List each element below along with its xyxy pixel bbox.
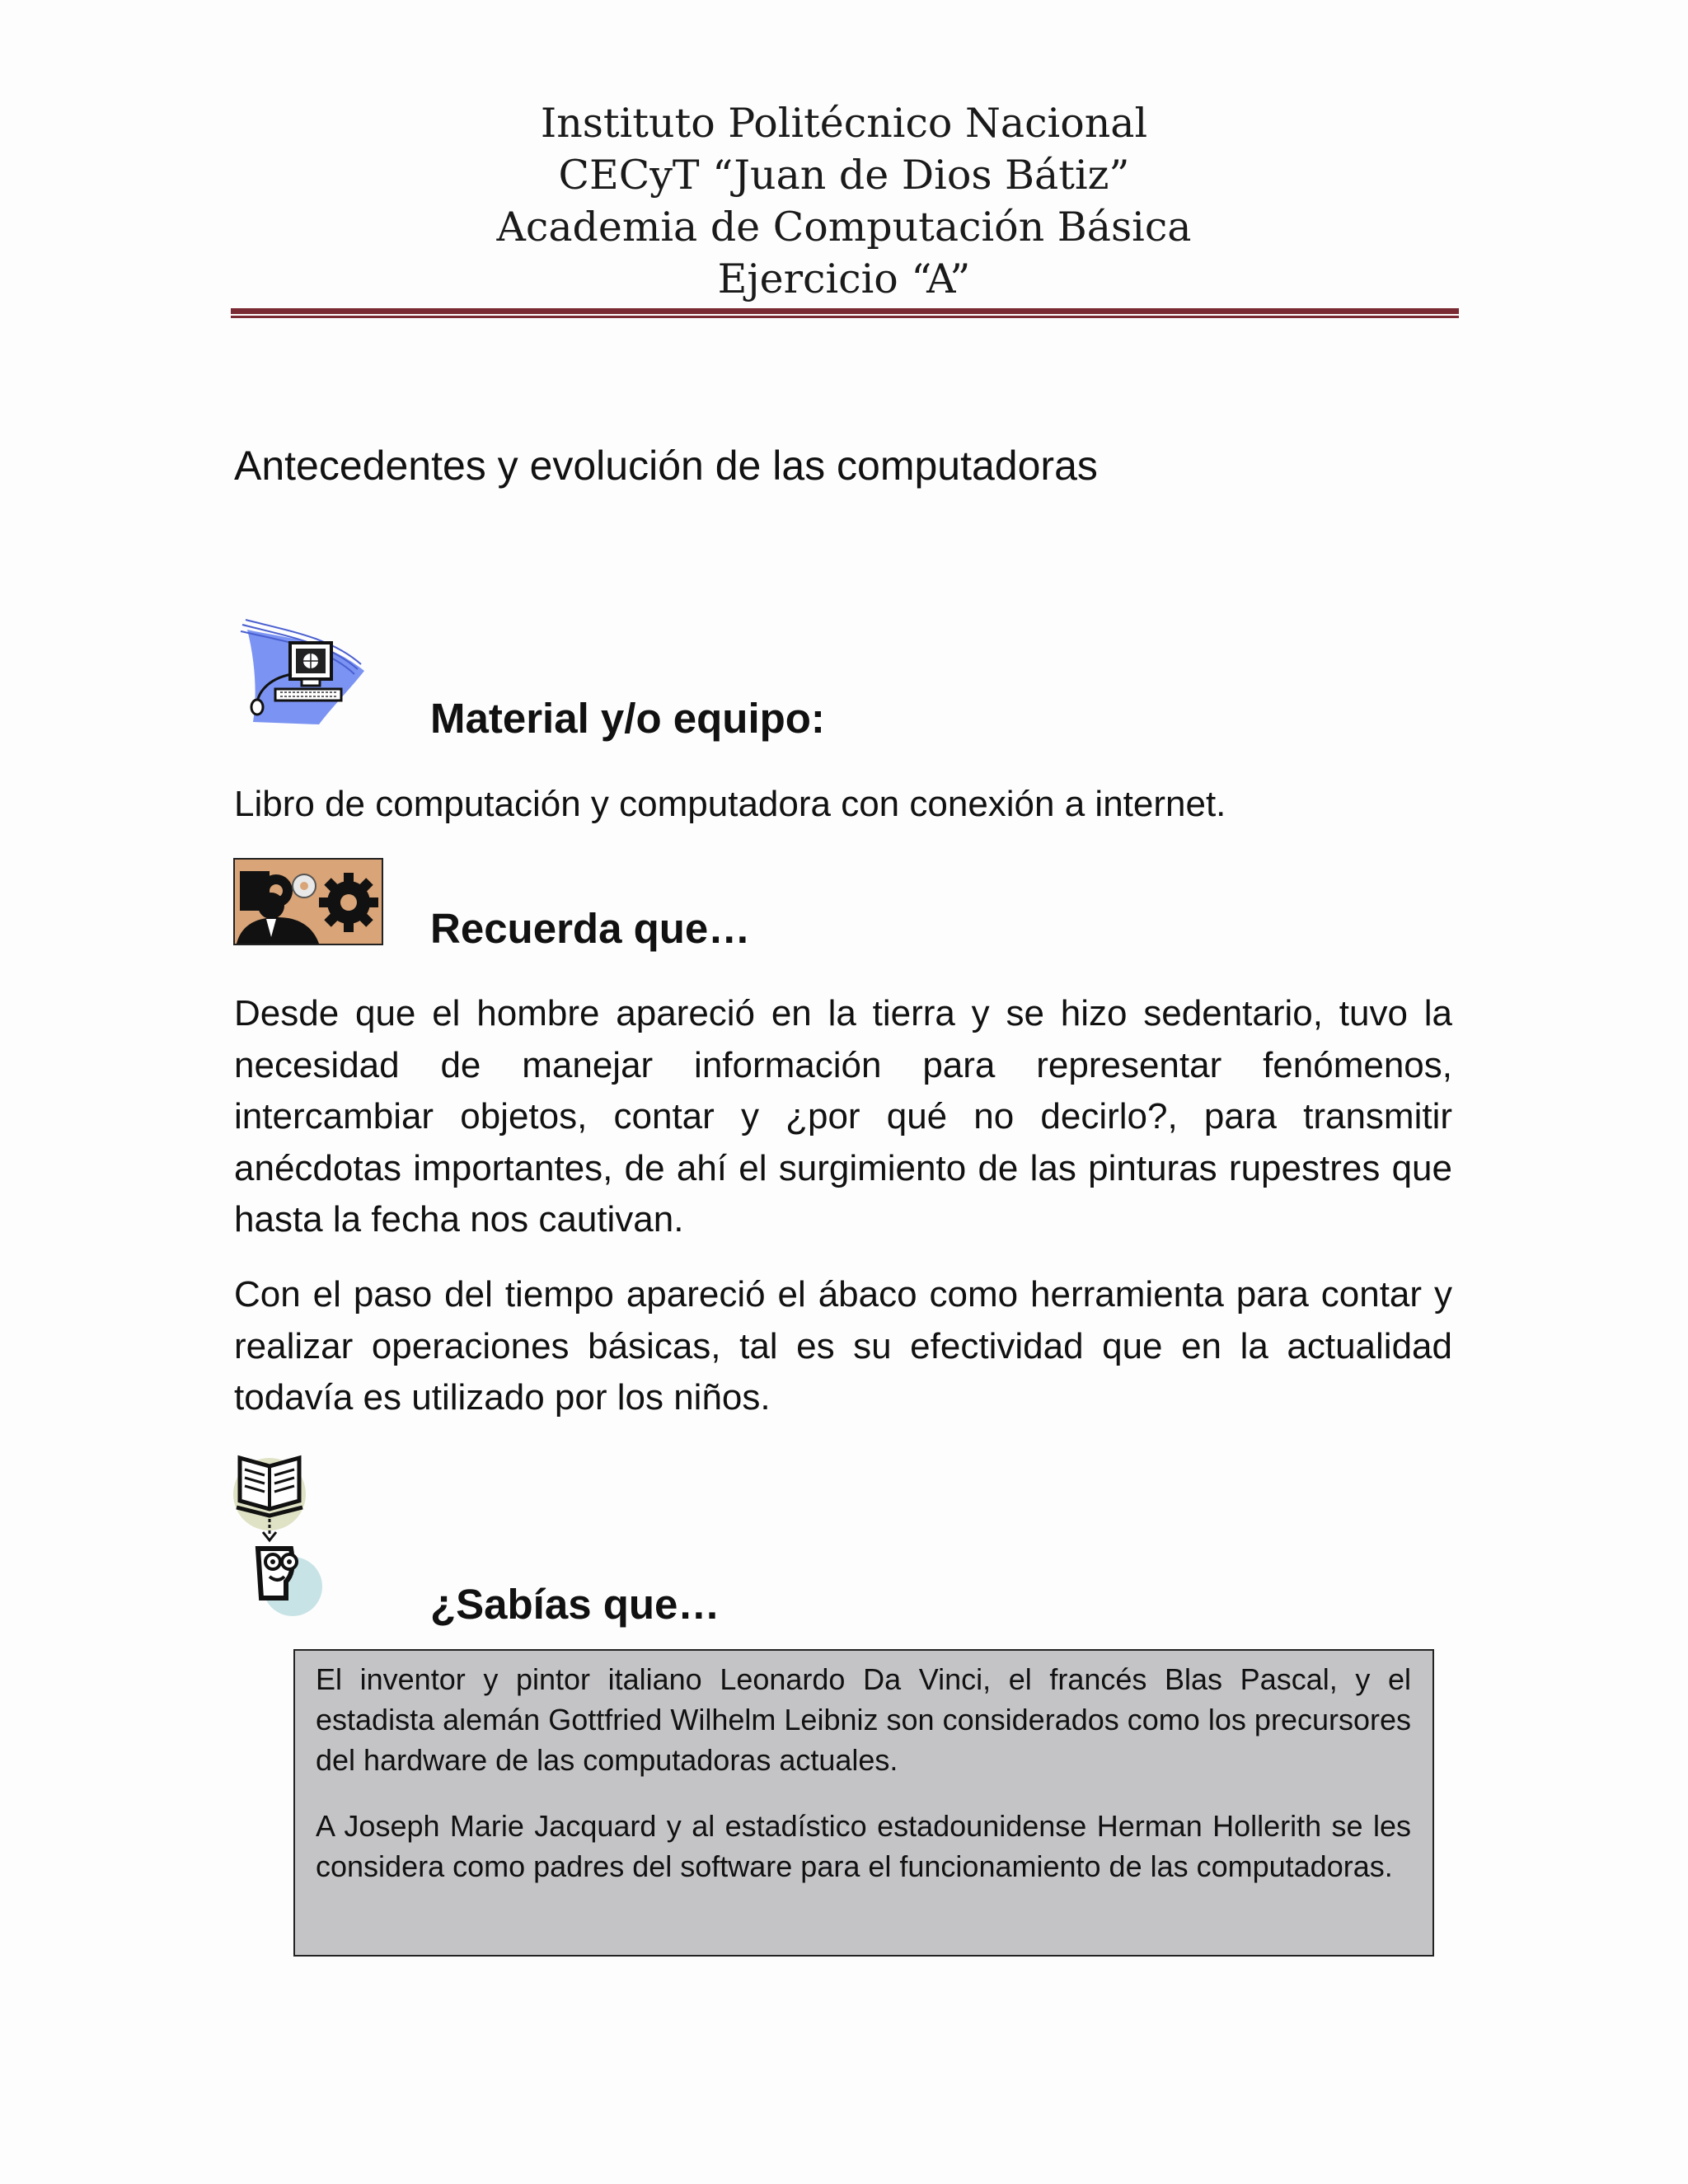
computer-icon bbox=[232, 613, 369, 725]
sabias-heading: ¿Sabías que… bbox=[430, 1581, 720, 1628]
box-paragraph-hardware: El inventor y pintor italiano Leonardo Da Vinci, el francés Blas Pascal, y el estadista alemán Gottfried Wilhelm Leibniz son considerados como los precursores del hardware de las computadoras actuales. bbox=[316, 1662, 1411, 1777]
header-line-exercise: Ejercicio “A” bbox=[717, 255, 971, 302]
document-title: Antecedentes y evolución de las computadoras bbox=[234, 443, 1098, 489]
book-reader-icon bbox=[233, 1453, 340, 1618]
header-line-institute: Instituto Politécnico Nacional bbox=[540, 100, 1148, 147]
did-you-know-box bbox=[293, 1649, 1434, 1957]
header-line-academy: Academia de Computación Básica bbox=[496, 204, 1192, 251]
material-heading: Material y/o equipo: bbox=[430, 695, 825, 742]
recuerda-heading: Recuerda que… bbox=[430, 905, 751, 952]
recuerda-paragraph-2: Con el paso del tiempo apareció el ábaco como herramienta para contar y realizar operaciones básicas, tal es su efectividad que en la actualidad todavía es utilizado por los niños. bbox=[234, 1274, 1452, 1418]
header-line-school: CECyT “Juan de Dios Bátiz” bbox=[558, 152, 1130, 199]
institution-header bbox=[0, 97, 1688, 305]
gears-person-icon bbox=[233, 858, 383, 945]
box-paragraph-software: A Joseph Marie Jacquard y al estadístico estadounidense Herman Hollerith se les considera como padres del software para el funcionamiento de las computadoras. bbox=[316, 1809, 1411, 1883]
header-rule-thin bbox=[231, 316, 1459, 318]
header-rule-thick bbox=[231, 308, 1459, 314]
material-text: Libro de computación y computadora con conexión a internet. bbox=[234, 784, 1226, 824]
recuerda-paragraph-1: Desde que el hombre apareció en la tierra y se hizo sedentario, tuvo la necesidad de manejar información para representar fenómenos, intercambiar objetos, contar y ¿por qué no decirlo?, para transmitir anécdotas importantes, de ahí el surgimiento de las pinturas rupestres que hasta la fecha nos cautivan. bbox=[234, 993, 1452, 1240]
